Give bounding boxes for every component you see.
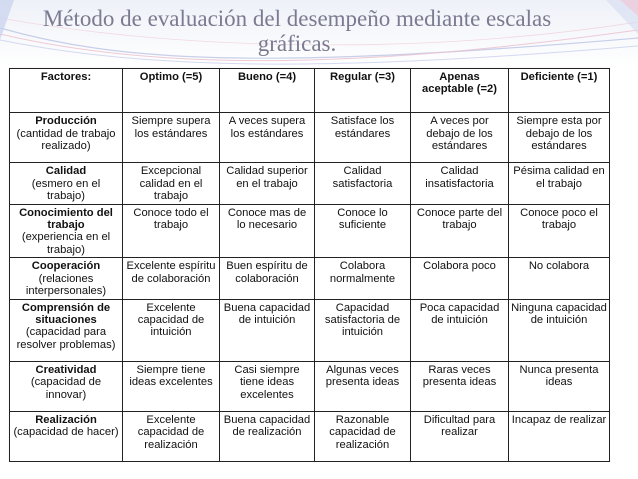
cell-deficiente: Nunca presenta ideas	[509, 361, 610, 411]
cell-apenas: Calidad insatisfactoria	[411, 163, 509, 204]
header-deficiente: Deficiente (=1)	[509, 69, 610, 113]
cell-bueno: Buen espíritu de colaboración	[220, 258, 315, 299]
cell-deficiente: Conoce poco el trabajo	[509, 204, 610, 258]
cell-regular: Algunas veces presenta ideas	[315, 361, 411, 411]
cell-deficiente: Pésima calidad en el trabajo	[509, 163, 610, 204]
header-optimo: Optimo (=5)	[123, 69, 220, 113]
factor-desc: (capacidad para resolver problemas)	[16, 326, 116, 351]
cell-optimo: Excepcional calidad en el trabajo	[123, 163, 220, 204]
cell-optimo: Siempre tiene ideas excelentes	[123, 361, 220, 411]
cell-regular: Conoce lo suficiente	[315, 204, 411, 258]
factor-desc: (relaciones interpersonales)	[25, 272, 107, 298]
cell-bueno: A veces supera los estándares	[220, 113, 315, 163]
factor-desc: (experiencia en el trabajo)	[21, 231, 111, 256]
table-row	[10, 163, 610, 204]
factor-cell	[10, 258, 123, 299]
cell-regular: Capacidad satisfactoria de intuición	[315, 299, 411, 361]
cell-bueno: Casi siempre tiene ideas excelentes	[220, 361, 315, 411]
cell-bueno: Buena capacidad de intuición	[220, 299, 315, 361]
cell-deficiente: Incapaz de realizar	[509, 411, 610, 461]
cell-apenas: Colabora poco	[411, 258, 509, 299]
cell-optimo: Excelente capacidad de realización	[123, 411, 220, 461]
cell-regular: Calidad satisfactoria	[315, 163, 411, 204]
cell-optimo: Conoce todo el trabajo	[123, 204, 220, 258]
cell-regular: Colabora normalmente	[315, 258, 411, 299]
cell-apenas: Raras veces presenta ideas	[411, 361, 509, 411]
header-apenas: Apenas aceptable (=2)	[411, 69, 509, 113]
title-line-1: Método de evaluación del desempeño mediante escalas	[42, 6, 552, 31]
cell-deficiente: Ninguna capacidad de intuición	[509, 299, 610, 361]
cell-apenas: A veces por debajo de los estándares	[411, 113, 509, 163]
factor-name: Comprensión de situaciones	[21, 301, 111, 326]
title-line-2: gráficas.	[257, 31, 337, 56]
factor-name: Producción	[35, 115, 97, 128]
factor-cell	[10, 163, 123, 204]
slide-bottom-margin	[9, 462, 609, 479]
header-regular: Regular (=3)	[315, 69, 411, 113]
factor-desc: (cantidad de trabajo realizado)	[16, 127, 116, 152]
cell-bueno: Calidad superior en el trabajo	[220, 163, 315, 204]
factor-name: Realización	[35, 413, 97, 426]
header-factores: Factores:	[10, 69, 123, 113]
cell-regular: Satisface los estándares	[315, 113, 411, 163]
cell-apenas: Conoce parte del trabajo	[411, 204, 509, 258]
header-bueno: Bueno (=4)	[220, 69, 315, 113]
table-row	[10, 299, 610, 361]
cell-apenas: Poca capacidad de intuición	[411, 299, 509, 361]
table-row	[10, 204, 610, 258]
factor-cell	[10, 411, 123, 461]
factor-name: Cooperación	[31, 260, 101, 273]
factor-name: Calidad	[45, 165, 87, 178]
factor-cell	[10, 361, 123, 411]
cell-bueno: Conoce mas de lo necesario	[220, 204, 315, 258]
table-row	[10, 411, 610, 461]
cell-optimo: Excelente espíritu de colaboración	[123, 258, 220, 299]
slide-title	[0, 6, 638, 56]
cell-regular: Razonable capacidad de realización	[315, 411, 411, 461]
factor-desc: (capacidad de hacer)	[13, 426, 119, 439]
table-row	[10, 113, 610, 163]
cell-deficiente: Siempre esta por debajo de los estándares	[509, 113, 610, 163]
evaluation-table-container	[9, 68, 609, 462]
factor-desc: (capacidad de innovar)	[30, 376, 102, 401]
table-header-row	[10, 69, 610, 113]
cell-optimo: Siempre supera los estándares	[123, 113, 220, 163]
factor-cell	[10, 299, 123, 361]
cell-apenas: Dificultad para realizar	[411, 411, 509, 461]
factor-name: Creatividad	[35, 363, 97, 376]
table-row	[10, 258, 610, 299]
factor-desc: (esmero en el trabajo)	[31, 177, 101, 203]
cell-bueno: Buena capacidad de realización	[220, 411, 315, 461]
table-row	[10, 361, 610, 411]
cell-optimo: Excelente capacidad de intuición	[123, 299, 220, 361]
evaluation-table	[9, 68, 610, 462]
factor-cell	[10, 113, 123, 163]
cell-deficiente: No colabora	[509, 258, 610, 299]
factor-name: Conocimiento del trabajo	[19, 206, 113, 231]
factor-cell	[10, 204, 123, 258]
